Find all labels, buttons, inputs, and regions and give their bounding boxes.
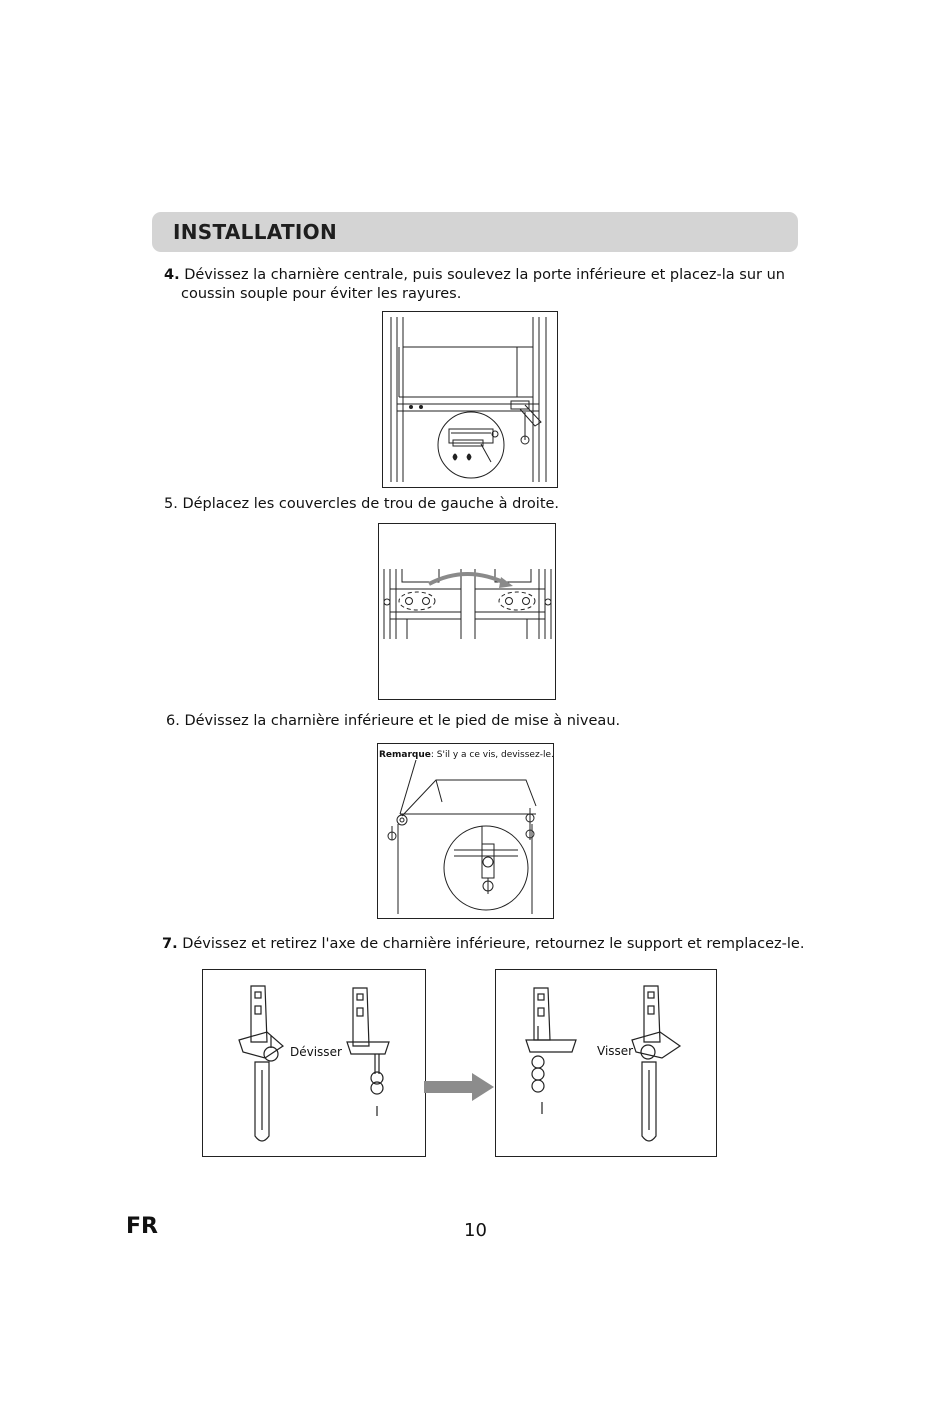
section-header-bar — [152, 212, 798, 252]
step-4-line2: coussin souple pour éviter les rayures. — [181, 286, 462, 302]
language-code: FR — [126, 1214, 158, 1239]
figure-step-7-unscrew — [202, 969, 426, 1157]
hole-covers-illustration — [379, 524, 555, 699]
step-7-line1: Dévissez et retirez l'axe de charnière inférieure, retournez le support et remplacez-le. — [182, 936, 805, 952]
step-4-text — [164, 265, 785, 285]
fridge-center-hinge-illustration — [383, 312, 557, 487]
step-6-number: 6. — [166, 713, 180, 729]
step-6-line1: Dévissez la charnière inférieure et le pied de mise à niveau. — [184, 713, 621, 729]
step-4-number: 4. — [164, 267, 180, 283]
section-title: INSTALLATION — [173, 220, 337, 244]
step-5-line1: Déplacez les couvercles de trou de gauche à droite. — [182, 496, 560, 512]
screw-wrench-illustration — [496, 970, 716, 1156]
figure-step-4 — [382, 311, 558, 488]
step-5-number: 5. — [164, 496, 178, 512]
figure-step-5 — [378, 523, 556, 700]
arrow-right-icon — [424, 1071, 496, 1103]
step-7-number: 7. — [162, 936, 178, 952]
step-6-text — [166, 711, 620, 731]
step-5-text — [164, 494, 559, 514]
unscrew-label: Dévisser — [290, 1045, 342, 1059]
step-4-line1: Dévissez la charnière centrale, puis soulevez la porte inférieure et placez-la sur un — [184, 267, 785, 283]
unscrew-wrench-illustration — [203, 970, 425, 1156]
remark-text: : S'il y a ce vis, devissez-le. — [430, 750, 554, 760]
bottom-hinge-illustration — [378, 744, 553, 918]
figure-step-7-screw — [495, 969, 717, 1157]
screw-label: Visser — [597, 1044, 634, 1058]
figure-step-6 — [377, 743, 554, 919]
remark-label: Remarque — [379, 750, 431, 760]
page-number: 10 — [464, 1220, 487, 1241]
step-7-text — [162, 934, 804, 954]
